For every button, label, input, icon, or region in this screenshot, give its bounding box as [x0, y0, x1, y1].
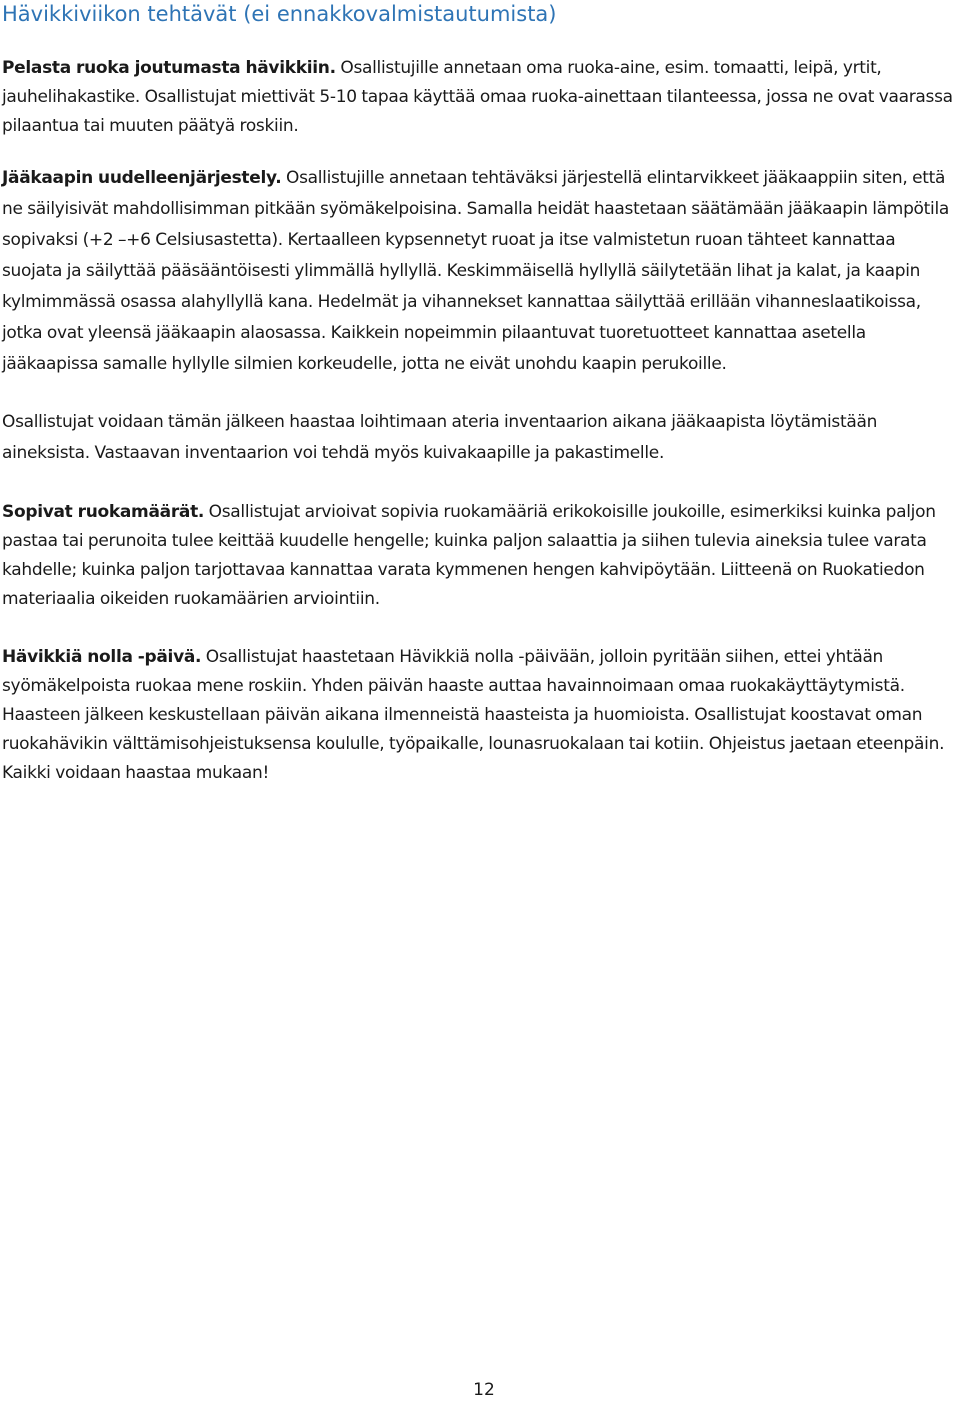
paragraph-text: Osallistujat haastetaan Hävikkiä nolla -päivään, jolloin pyritään siihen, ettei yhtään syömäkelpoista ruokaa mene roskiin. Yhden päivän haaste auttaa havainnoimaan omaa ruokakäyttäytymistä. Haasteen jälkeen keskustellaan päivän aikana ilmenneistä haasteista ja huomioista. Osallistujat koostavat oman ruokahävikin välttämisohjeistuksensa koululle, työpaikalle, lounasruokalaan tai kotiin. Ohjeistus jaetaan eteenpäin. Kaikki voidaan haastaa mukaan!	[2, 647, 945, 783]
document-body	[2, 54, 954, 788]
paragraph-lead: Sopivat ruokamäärät.	[2, 502, 205, 522]
paragraph-text: Osallistujille annetaan oma ruoka-aine, esim. tomaatti, leipä, yrtit, jauhelihakastike. Osallistujat miettivät 5-10 tapaa käyttää omaa ruoka-ainettaan tilanteessa, jossa ne ovat vaarassa pilaantua tai muuten päätyä roskiin.	[2, 58, 953, 136]
page-title: Hävikkiviikon tehtävät (ei ennakkovalmistautumista)	[2, 2, 557, 26]
page-number: 12	[473, 1380, 495, 1400]
paragraph-lead: Jääkaapin uudelleenjärjestely.	[2, 168, 282, 188]
paragraph-text: Osallistujat arvioivat sopivia ruokamääriä erikokoisille joukoille, esimerkiksi kuinka paljon pastaa tai perunoita tulee keittää kuudelle hengelle; kuinka paljon salaattia ja siihen tulevia aineksia tulee varata kahdelle; kuinka paljon tarjottavaa kannattaa varata kymmenen hengen kahvipöytään. Liitteenä on Ruokatiedon materiaalia oikeiden ruokamäärien arviointiin.	[2, 502, 936, 609]
paragraph-portion-sizes	[2, 498, 954, 614]
paragraph-inventory-meal	[2, 407, 954, 469]
paragraph-lead: Pelasta ruoka joutumasta hävikkiin.	[2, 58, 336, 78]
paragraph-zero-waste-day	[2, 643, 954, 788]
paragraph-text: Osallistujat voidaan tämän jälkeen haastaa loihtimaan ateria inventaarion aikana jääkaapista löytämistään aineksista. Vastaavan inventaarion voi tehdä myös kuivakaapille ja pakastimelle.	[2, 412, 878, 463]
paragraph-lead: Hävikkiä nolla -päivä.	[2, 647, 202, 667]
paragraph-fridge-reorganization	[2, 163, 954, 380]
paragraph-food-rescue	[2, 54, 954, 141]
paragraph-text: Osallistujille annetaan tehtäväksi järjestellä elintarvikkeet jääkaappiin siten, että ne säilyisivät mahdollisimman pitkään syömäkelpoisina. Samalla heidät haastetaan säätämään jääkaapin lämpötila sopivaksi (+2 –+6 Celsiusastetta). Kertaalleen kypsennetyt ruoat ja itse valmistetun ruoan tähteet kannattaa suojata ja säilyttää pääsääntöisesti ylimmällä hyllyllä. Keskimmäisellä hyllyllä säilytetään lihat ja kalat, ja kaapin kylmimmässä osassa alahyllyllä kana. Hedelmät ja vihannekset kannattaa säilyttää erillään vihanneslaatikoissa, jotka ovat yleensä jääkaapin alaosassa. Kaikkein nopeimmin pilaantuvat tuoretuotteet kannattaa asetella jääkaapissa samalle hyllylle silmien korkeudelle, jotta ne eivät unohdu kaapin perukoille.	[2, 168, 949, 374]
